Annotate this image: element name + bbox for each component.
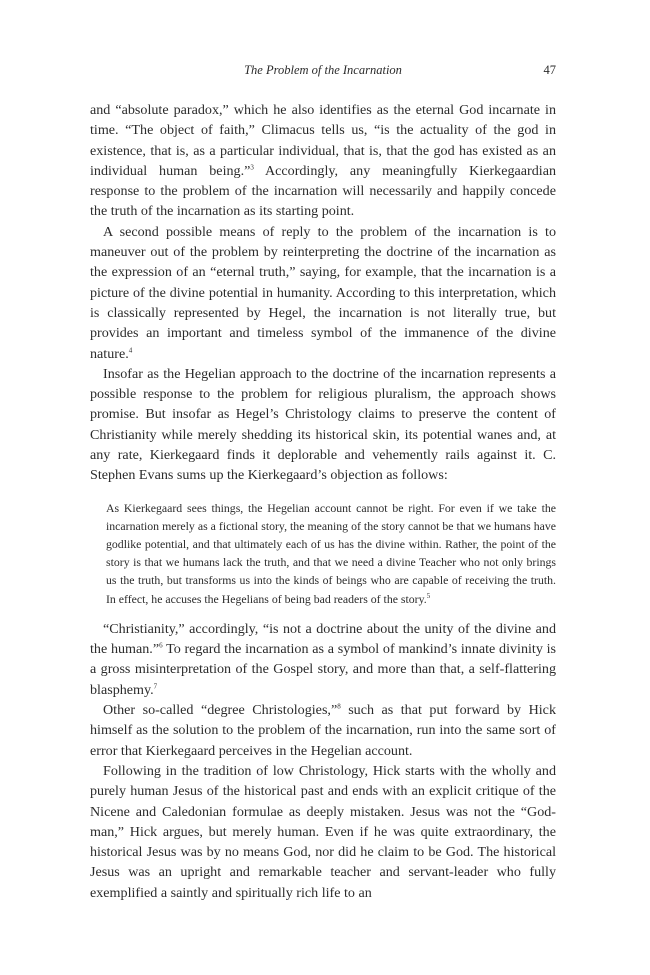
footnote-ref-4: 4: [128, 345, 133, 354]
paragraph-2: [90, 222, 556, 364]
block-quote: [106, 499, 556, 608]
paragraph-1: [90, 100, 556, 222]
paragraph-6: [90, 761, 556, 903]
paragraph-4-text-cont: To regard the incarnation as a symbol of mankind’s innate divinity is a gross misinterpretation of the Gospel story, and more than that, a self-flattering blasphemy.: [90, 641, 556, 698]
paragraph-3-text: Insofar as the Hegelian approach to the doctrine of the incarnation represents a possible response to the problem for religious pluralism, the approach shows promise. But insofar as Hegel’s Christology claims to preserve the content of Christianity while merely shedding its historical skin, its potential wanes and, at any rate, Kierkegaard finds it deplorable and vehemently rails against it. C. Stephen Evans sums up the Kierkegaard’s objection as follows:: [90, 365, 556, 484]
running-title: The Problem of the Incarnation: [244, 63, 402, 77]
paragraph-2-text: A second possible means of reply to the problem of the incarnation is to maneuver out of the problem by reinterpreting the doctrine of the incarnation as the expression of an “eternal truth,” saying, for example, that the incarnation is a picture of the divine potential in humanity. According to this interpretation, which is classically represented by Hegel, the incarnation is not literally true, but provides an important and timeless symbol of the immanence of the divine nature.: [90, 223, 556, 362]
paragraph-5: [90, 700, 556, 761]
paragraph-5-text-cont: such as that put forward by Hick himself as the solution to the problem of the incarnation, run into the same sort of error that Kierkegaard perceives in the Hegelian account.: [90, 702, 556, 759]
footnote-ref-8: 8: [337, 702, 341, 711]
paragraph-4: [90, 619, 556, 700]
paragraph-1-text: and “absolute paradox,” which he also identifies as the eternal God incarnate in time. “The object of faith,” Climacus tells us, “is the actuality of the god in existence, that is, as a particular individual, that is, that the god has existed as an individual human being.”: [90, 102, 556, 179]
paragraph-3: [90, 364, 556, 486]
page-number: 47: [543, 63, 556, 77]
footnote-ref-6: 6: [159, 641, 163, 650]
footnote-ref-5: 5: [426, 591, 431, 600]
body-text: [90, 100, 556, 903]
footnote-ref-7: 7: [153, 682, 158, 691]
paragraph-6-text: Following in the tradition of low Christology, Hick starts with the wholly and purely human Jesus of the historical past and ends with an explicit critique of the Nicene and Caledonian formulae as deeply mistaken. Jesus was not the “God-man,” Hick argues, but merely human. Even if he was quite extraordinary, the historical Jesus was by no means God, nor did he claim to be God. The historical Jesus was an upright and remarkable teacher and servant-leader who fully exemplified a saintly and spiritually rich life to an: [90, 762, 556, 901]
running-head: [90, 63, 556, 83]
block-quote-text: As Kierkegaard sees things, the Hegelian account cannot be right. For even if we take the incarnation merely as a fictional story, the meaning of the story cannot be that we humans have godlike potential, and that ultimately each of us has the divine within. Rather, the point of the story is that we humans lack the truth, and that we need a divine Teacher who not only brings us the truth, but transforms us into the kinds of beings who are capable of receiving the truth. In effect, he accuses the Hegelians of being bad readers of the story.: [106, 500, 556, 606]
paragraph-1-text-cont: Accordingly, any meaningfully Kierkegaardian response to the problem of the incarnation will necessarily and happily concede the truth of the incarnation as its starting point.: [90, 162, 556, 220]
paragraph-4-text: “Christianity,” accordingly, “is not a doctrine about the unity of the divine and the human.”: [90, 620, 556, 658]
paragraph-5-text: Other so-called “degree Christologies,”: [103, 702, 338, 719]
footnote-ref-3: 3: [250, 163, 254, 172]
